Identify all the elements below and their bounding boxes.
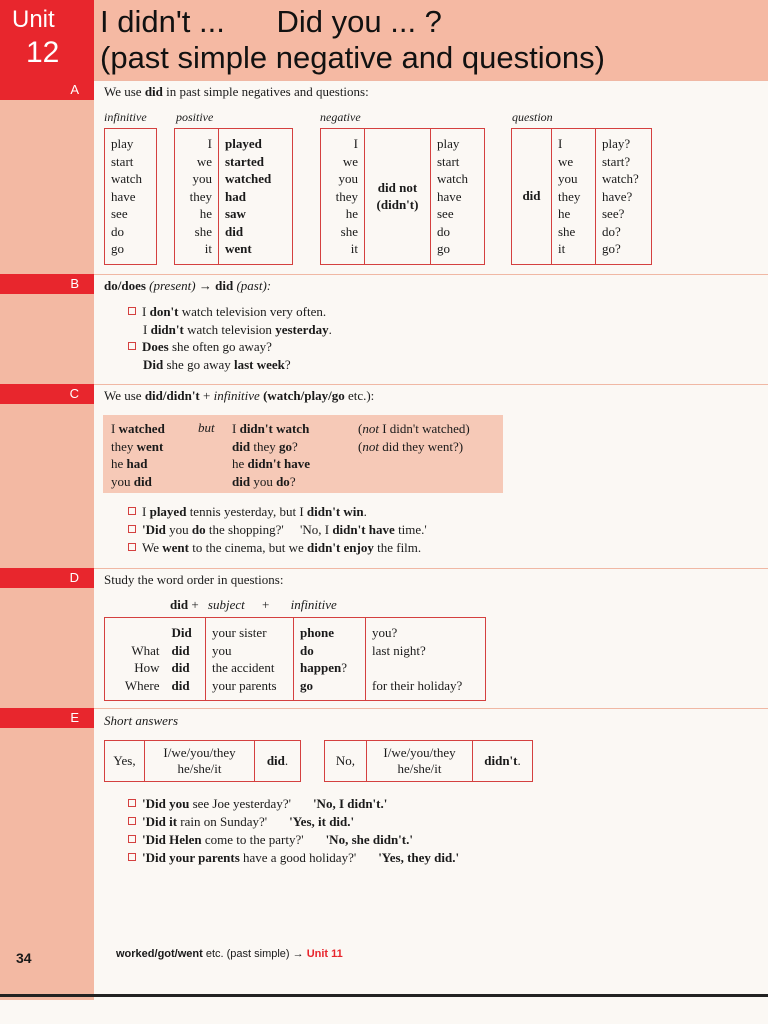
section-c-examples: [128, 503, 427, 557]
list-item: play: [111, 136, 134, 151]
negative-subjects: I we you they he she it: [321, 129, 365, 265]
list-item: 'Did Helen come to the party?' 'No, she didn't.': [128, 831, 459, 849]
section-divider-b: [94, 274, 768, 275]
unit-badge: [0, 0, 94, 80]
word-order-header: did + subject + infinitive: [170, 597, 337, 612]
list-item: Does she often go away?: [128, 338, 332, 356]
section-a-intro: We use did in past simple negatives and questions:: [104, 84, 369, 99]
contrast-right: I didn't watch did they go? he didn't have did you do?: [232, 421, 311, 489]
but-label: but: [198, 420, 215, 435]
positive-table: [174, 128, 293, 265]
question-table: [511, 128, 652, 265]
sidebar: [0, 0, 94, 1000]
unit-link[interactable]: Unit 11: [303, 948, 343, 960]
contrast-left: I watched they went he had you did: [111, 421, 165, 489]
title-line-1: I didn't ... Did you ... ?: [100, 4, 442, 39]
page-title: [100, 4, 605, 76]
list-item: We went to the cinema, but we didn't enjoy the film.: [128, 539, 427, 557]
list-item: Did she go away last week?: [143, 356, 291, 372]
list-item: watch: [111, 171, 143, 186]
section-divider-e: [94, 708, 768, 709]
subject-column: your sister you the accident your parents: [206, 618, 294, 701]
negative-table: [320, 128, 485, 265]
label-infinitive: infinitive: [104, 110, 147, 124]
list-item: 'Did it rain on Sunday?' 'Yes, it did.': [128, 813, 459, 831]
list-item: I didn't watch television yesterday.: [143, 321, 332, 337]
list-item: I don't watch television very often.: [128, 303, 332, 321]
unit-number: 12: [26, 36, 60, 69]
section-b-heading: do/does (present) → did (past):: [104, 278, 272, 293]
section-c-intro: We use did/didn't + infinitive (watch/play/go etc.):: [104, 388, 375, 403]
negative-verbs: play start watch have see do go: [431, 129, 485, 265]
question-words: What How Where: [105, 618, 166, 701]
word-order-table: [104, 617, 486, 701]
question-verbs: play? start? watch? have? see? do? go?: [596, 129, 652, 265]
section-e-examples: [128, 795, 459, 867]
list-item: have: [111, 188, 136, 204]
section-divider-c: [94, 384, 768, 385]
list-item: 'Did you do the shopping?' 'No, I didn't have time.': [128, 521, 427, 539]
rest-column: you? last night? for their holiday?: [366, 618, 486, 701]
list-item: start: [111, 153, 134, 169]
positive-subjects: I we you they he she it: [175, 129, 219, 265]
list-item: go: [111, 241, 124, 256]
list-item: do: [111, 223, 124, 239]
question-auxiliary: did: [512, 129, 552, 265]
cross-reference: worked/got/went etc. (past simple) → Unit 11: [116, 948, 343, 960]
page-number: 34: [16, 950, 32, 966]
section-divider-d: [94, 568, 768, 569]
list-item: 'Did your parents have a good holiday?' 'Yes, they did.': [128, 849, 459, 867]
section-divider-a: [94, 80, 768, 81]
label-positive: positive: [176, 110, 214, 124]
infinitive-list: [105, 129, 157, 265]
contrast-not: (not I didn't watched) (not did they went?): [358, 421, 470, 454]
did-column: Did did did did: [166, 618, 206, 701]
unit-label: Unit: [12, 6, 55, 33]
no-answer-table: No, I/we/you/they he/she/it didn't.: [324, 740, 533, 782]
short-answers-heading: Short answers: [104, 713, 179, 728]
section-tab-d: D: [0, 568, 94, 588]
question-subjects: I we you they he she it: [552, 129, 596, 265]
section-tab-b: B: [0, 274, 94, 294]
negative-auxiliary: did not (didn't): [365, 129, 431, 265]
yes-answer-table: Yes, I/we/you/they he/she/it did.: [104, 740, 301, 782]
label-negative: negative: [320, 110, 361, 124]
label-question: question: [512, 110, 553, 124]
footer-rule: [0, 994, 768, 997]
list-item: 'Did you see Joe yesterday?' 'No, I didn't.': [128, 795, 459, 813]
section-tab-c: C: [0, 384, 94, 404]
section-tab-e: E: [0, 708, 94, 728]
list-item: see: [111, 206, 128, 221]
section-b-examples: [128, 303, 332, 373]
section-d-intro: Study the word order in questions:: [104, 572, 284, 587]
infinitive-table: [104, 128, 157, 265]
section-tab-a: A: [0, 80, 94, 100]
verb-column: phone do happen? go: [294, 618, 366, 701]
positive-verbs: played started watched had saw did went: [219, 129, 293, 265]
title-line-2: (past simple negative and questions): [100, 40, 605, 75]
list-item: I played tennis yesterday, but I didn't win.: [128, 503, 427, 521]
